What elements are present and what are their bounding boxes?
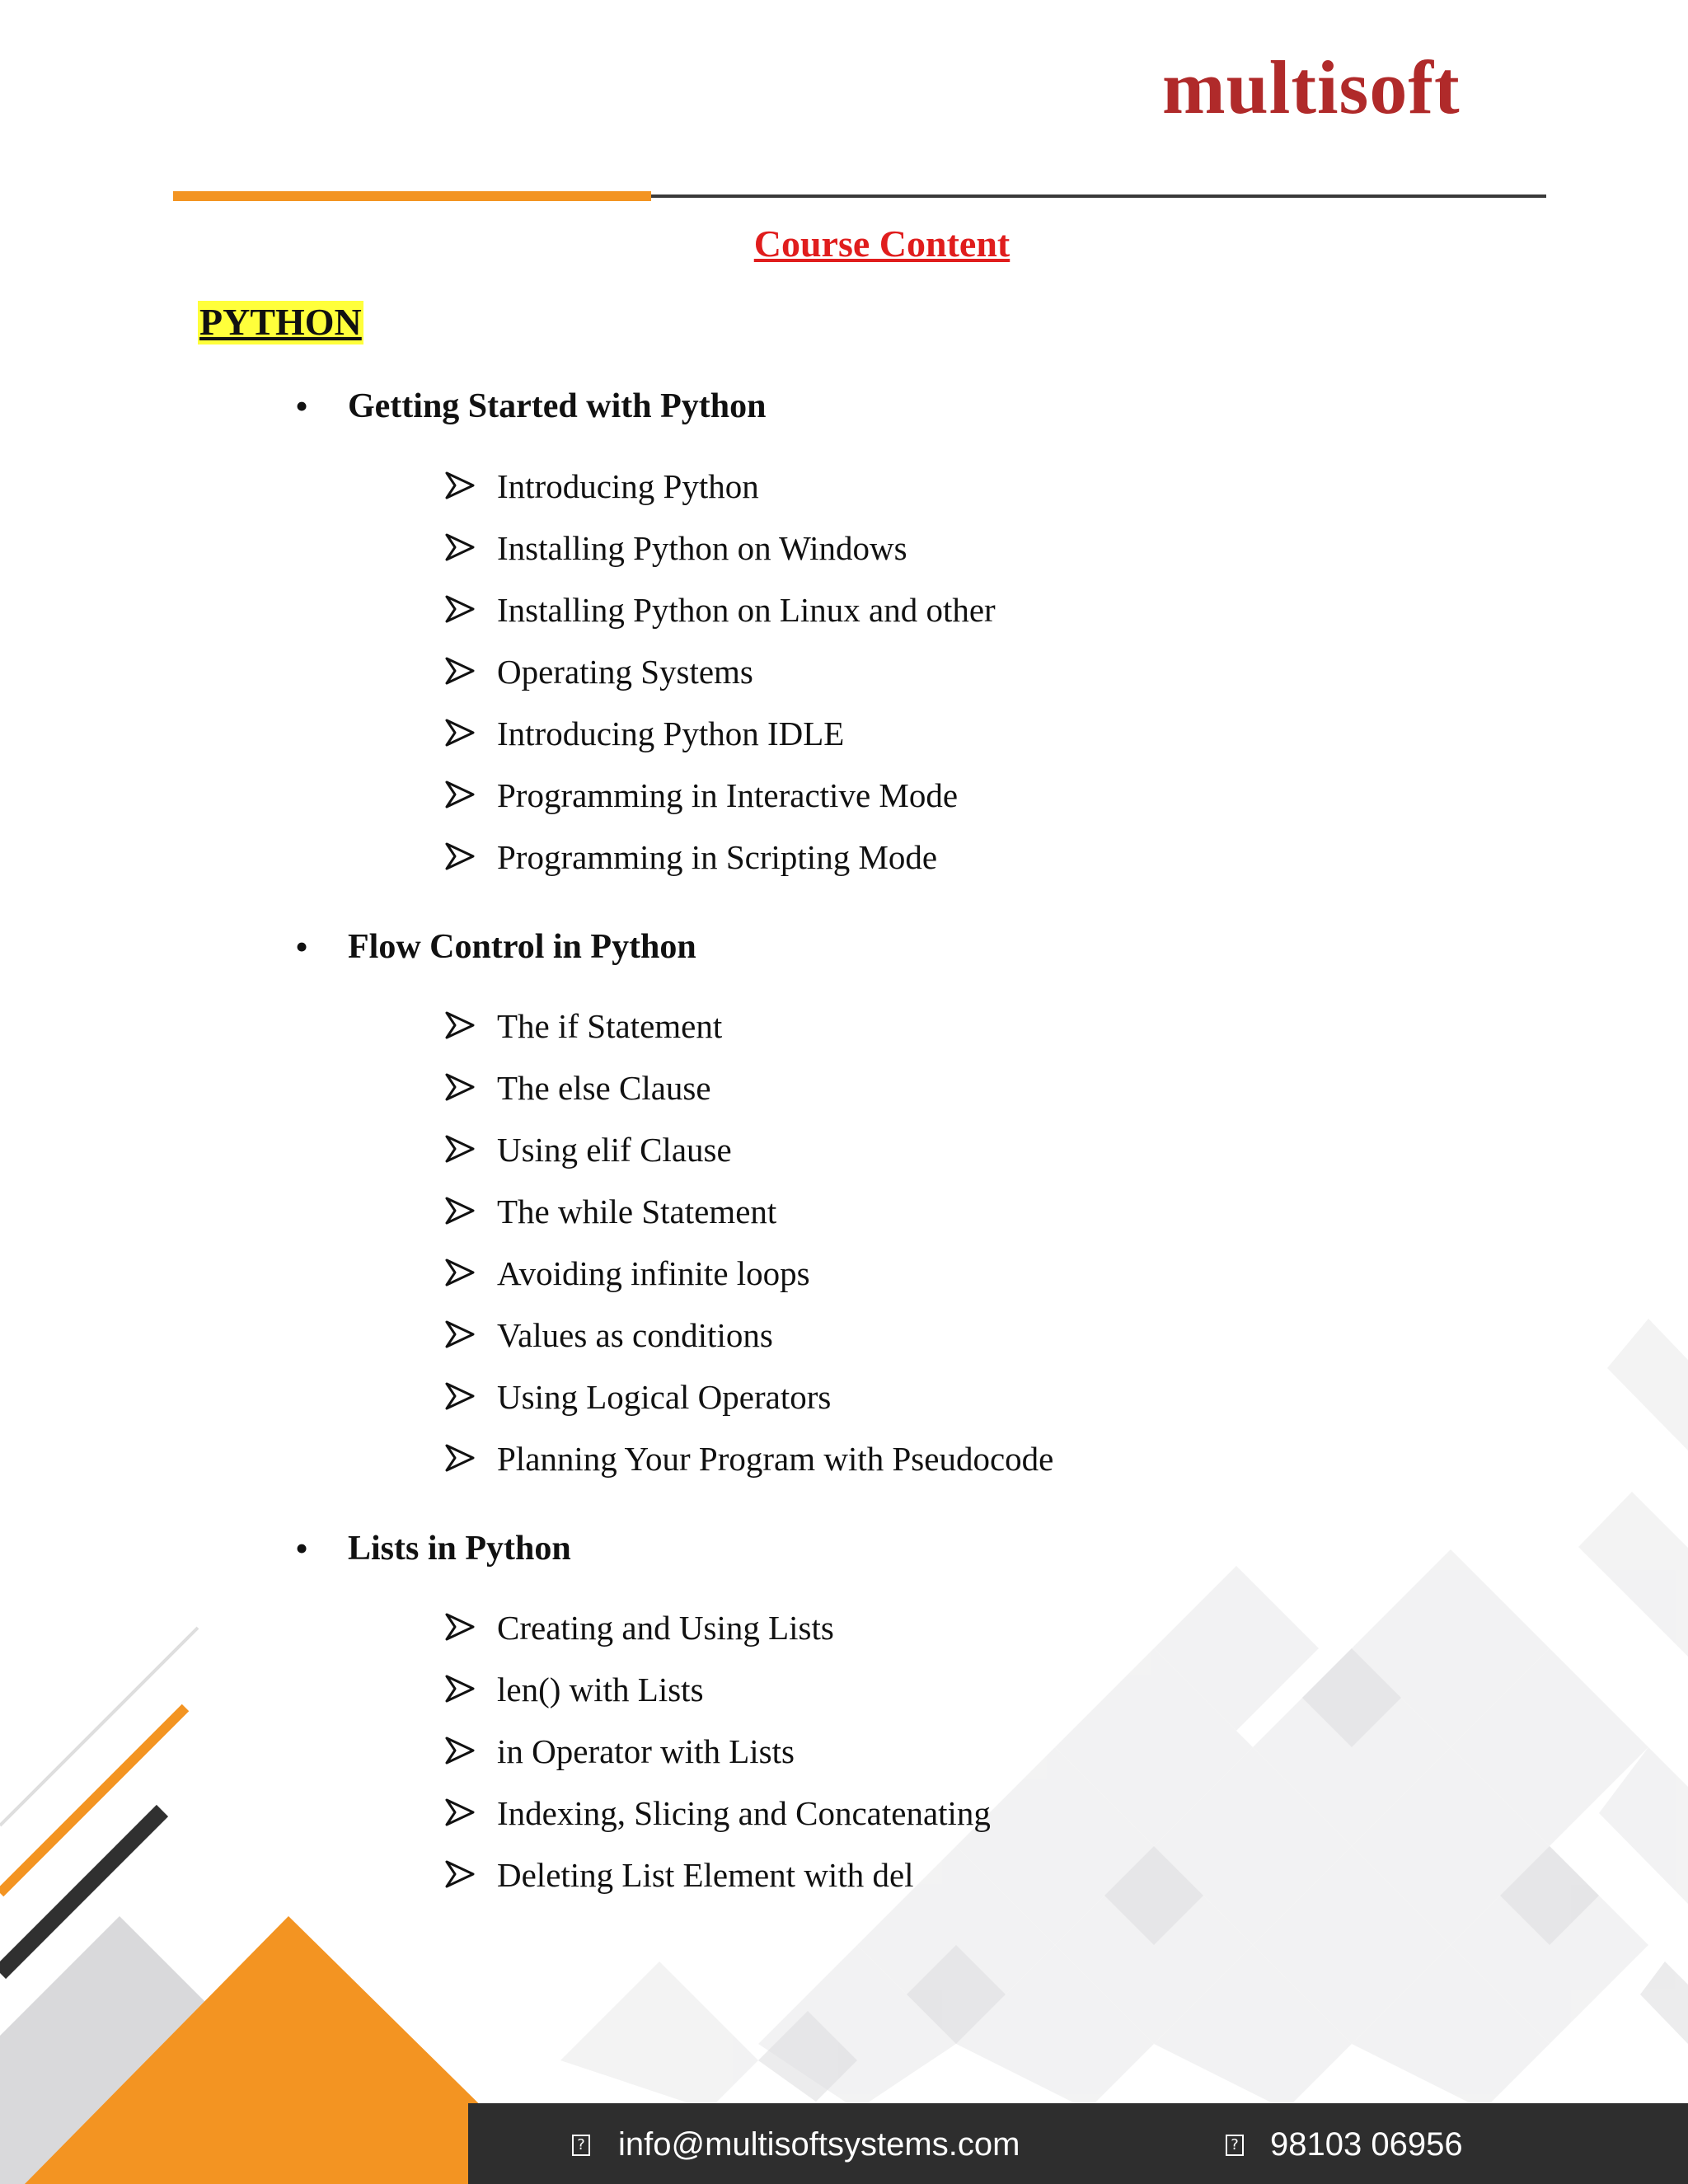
list-item: in Operator with Lists	[497, 1732, 795, 1770]
arrowhead-bullet-icon	[445, 1073, 475, 1101]
course-content-heading: Course Content	[753, 223, 1010, 265]
section-title: Flow Control in Python	[348, 928, 696, 966]
footer-email[interactable]: info@multisoftsystems.com	[618, 2126, 1020, 2163]
list-item: Installing Python on Linux and other	[497, 591, 996, 629]
arrowhead-bullet-icon	[445, 1736, 475, 1765]
list-item: The while Statement	[497, 1193, 777, 1230]
subject-title: PYTHON	[199, 301, 362, 343]
list-item: Programming in Interactive Mode	[497, 776, 959, 814]
arrowhead-bullet-icon	[445, 595, 475, 623]
list-item: Indexing, Slicing and Concatenating	[497, 1794, 991, 1832]
list-item: Avoiding infinite loops	[497, 1254, 810, 1292]
arrowhead-bullet-icon	[445, 471, 475, 499]
section-bullet: •	[295, 1527, 309, 1569]
arrowhead-bullet-icon	[445, 657, 475, 685]
arrowhead-bullet-icon	[445, 1011, 475, 1039]
arrowhead-bullet-icon	[445, 719, 475, 747]
email-icon: ?	[572, 2135, 590, 2156]
arrowhead-bullet-icon	[445, 1135, 475, 1163]
arrowhead-bullet-icon	[445, 1320, 475, 1348]
header-rule-accent	[173, 191, 651, 201]
section-bullet: •	[295, 926, 309, 968]
list-item: Deleting List Element with del	[497, 1856, 914, 1894]
arrowhead-bullet-icon	[445, 1860, 475, 1888]
list-item: Values as conditions	[497, 1316, 773, 1354]
list-item: Introducing Python IDLE	[497, 715, 845, 752]
section-title: Lists in Python	[348, 1530, 571, 1568]
section-bullet: •	[295, 385, 309, 427]
list-item: Introducing Python	[497, 467, 759, 505]
arrowhead-bullet-icon	[445, 1444, 475, 1472]
list-item: The else Clause	[497, 1069, 711, 1107]
phone-icon: ?	[1226, 2135, 1244, 2156]
arrowhead-bullet-icon	[445, 780, 475, 808]
footer-phone[interactable]: 98103 06956	[1270, 2126, 1463, 2163]
list-item: Creating and Using Lists	[497, 1609, 834, 1647]
list-item: Using Logical Operators	[497, 1378, 832, 1416]
header-rule	[651, 194, 1546, 198]
arrowhead-bullet-icon	[445, 1613, 475, 1641]
arrowhead-bullet-icon	[445, 1382, 475, 1410]
list-item: Installing Python on Windows	[497, 529, 907, 567]
arrowhead-bullet-icon	[445, 1675, 475, 1703]
list-item: len() with Lists	[497, 1671, 704, 1708]
arrowhead-bullet-icon	[445, 1258, 475, 1286]
arrowhead-bullet-icon	[445, 1798, 475, 1826]
list-item: Using elif Clause	[497, 1131, 732, 1169]
brand-logo: multisoft	[1162, 45, 1461, 129]
list-item: The if Statement	[497, 1007, 723, 1045]
list-item: Operating Systems	[497, 653, 753, 691]
arrowhead-bullet-icon	[445, 842, 475, 870]
arrowhead-bullet-icon	[445, 533, 475, 561]
list-item: Planning Your Program with Pseudocode	[497, 1440, 1054, 1478]
section-title: Getting Started with Python	[348, 387, 767, 425]
arrowhead-bullet-icon	[445, 1197, 475, 1225]
list-item: Programming in Scripting Mode	[497, 838, 938, 876]
